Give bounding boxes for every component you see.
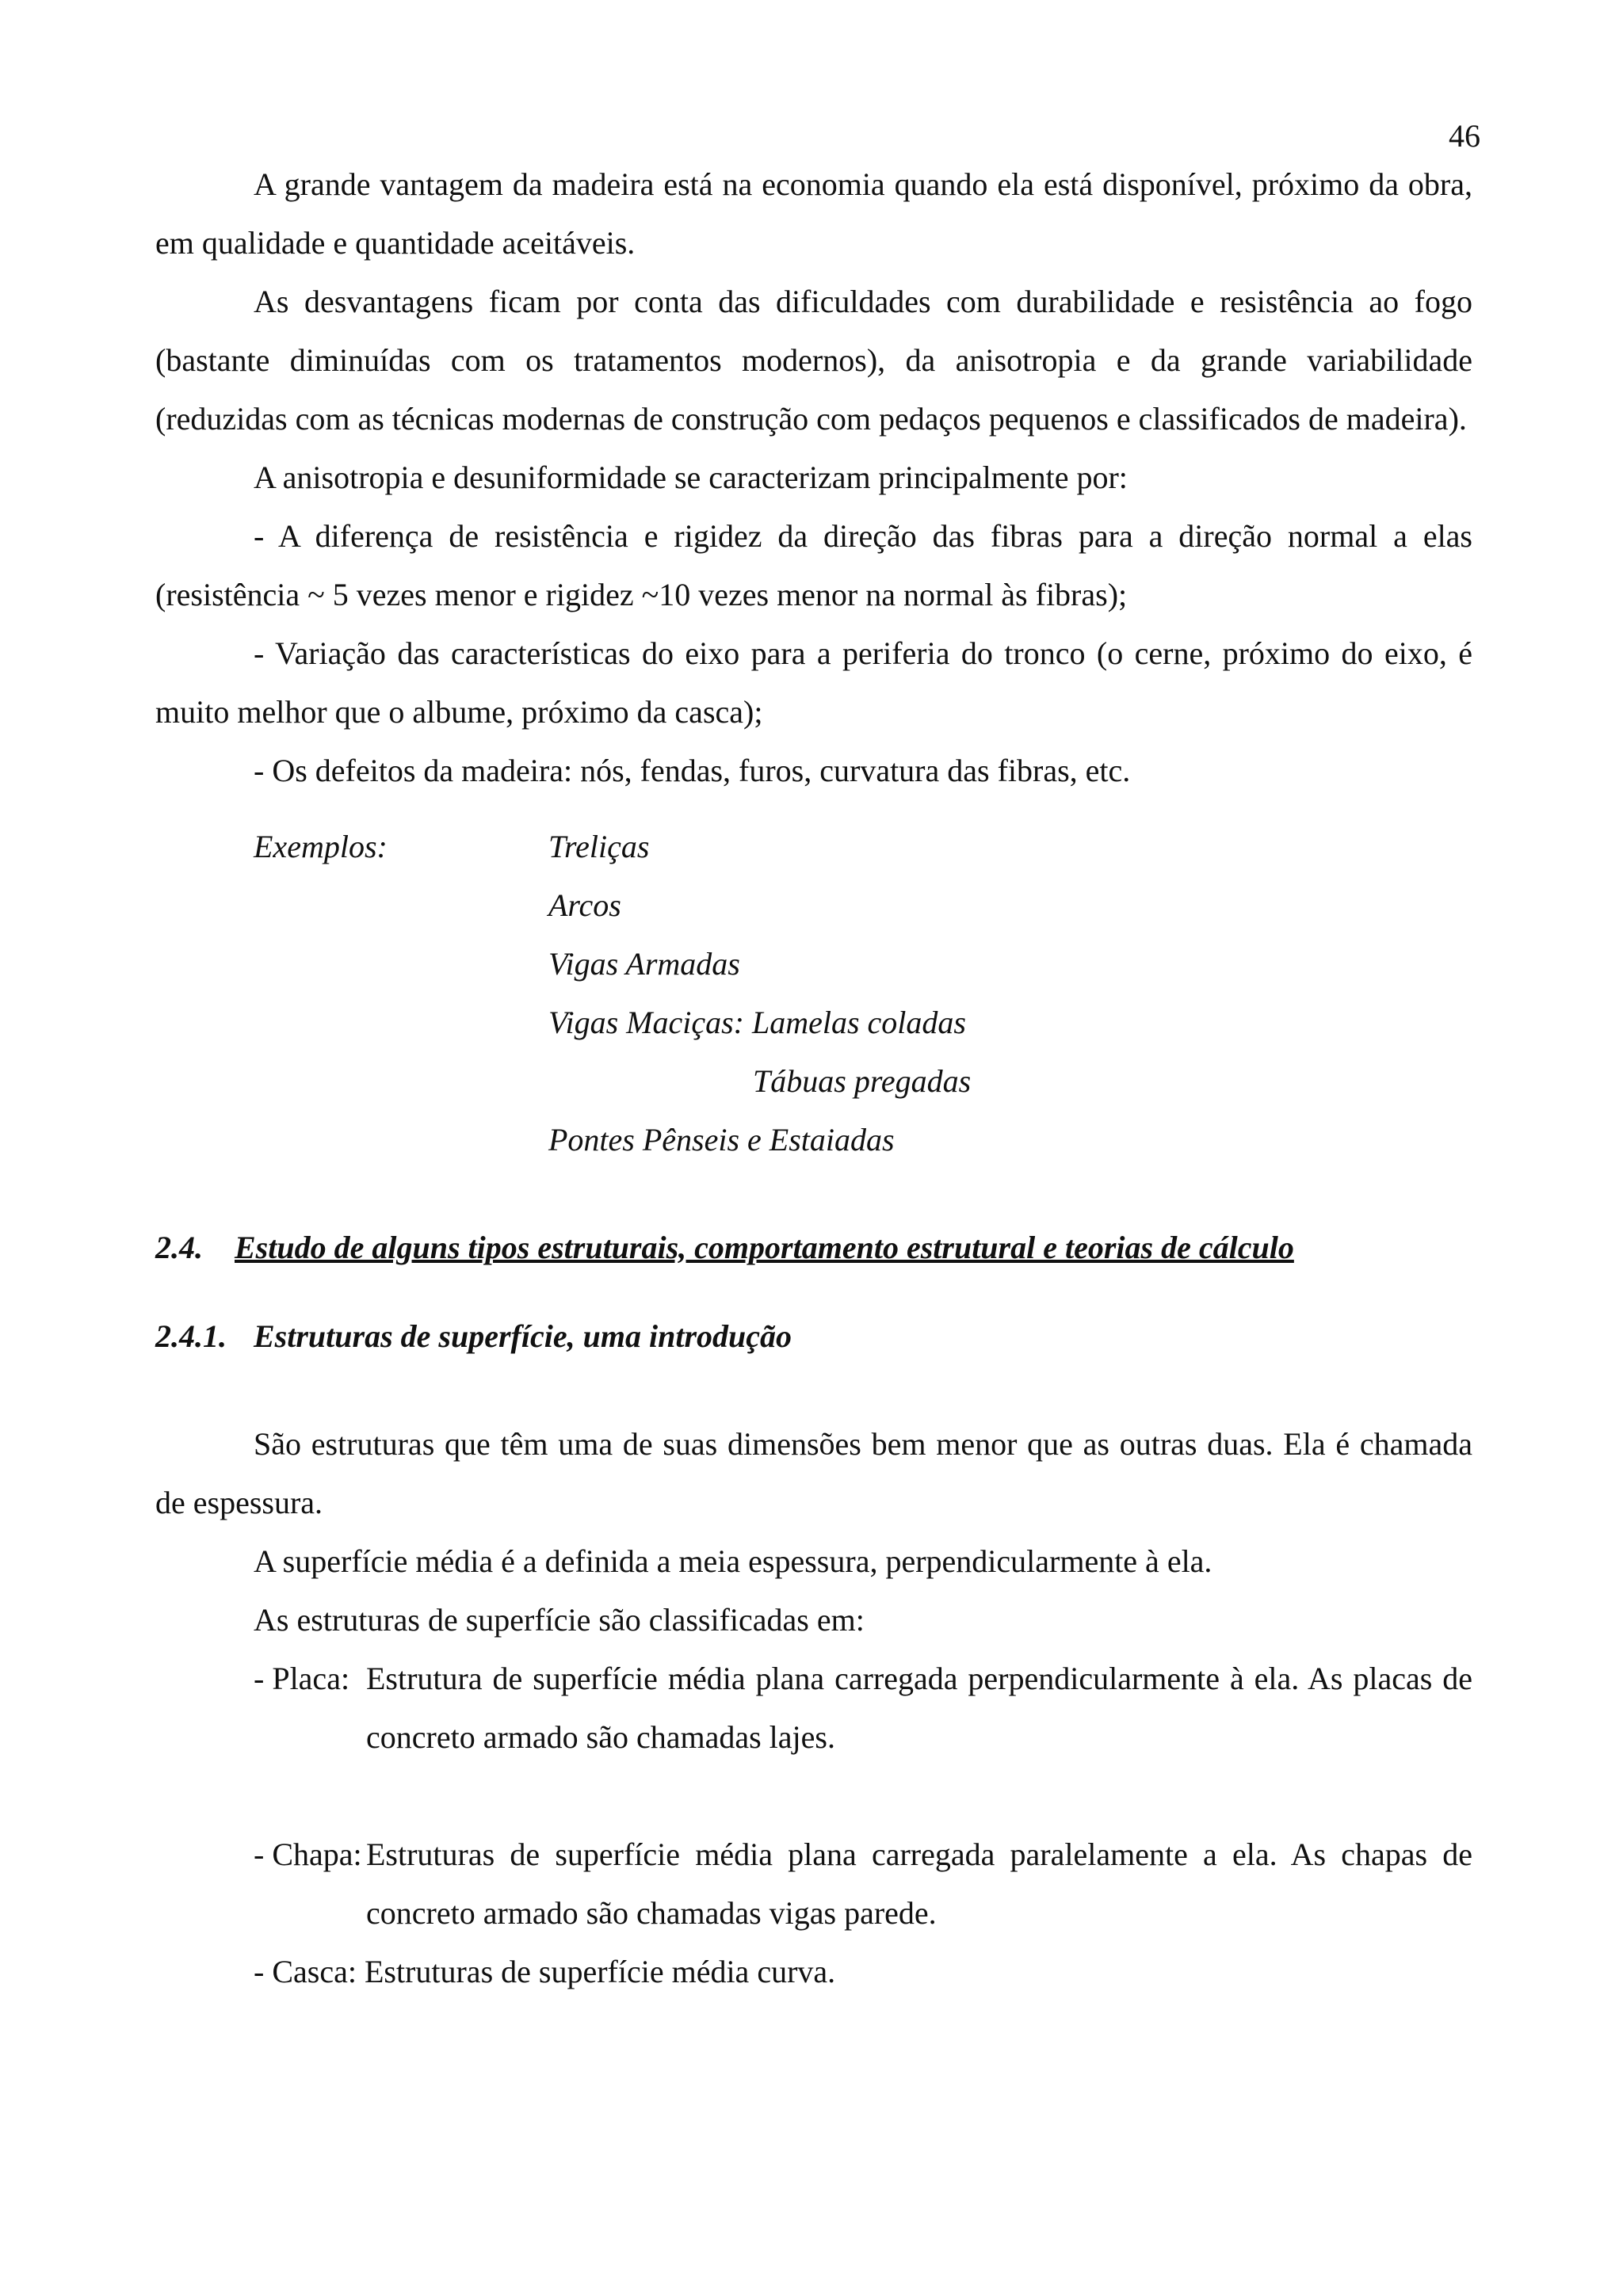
paragraph-wood-advantage: A grande vantagem da madeira está na economia quando ela está disponível, próximo da obra, em qualidade e quantidade aceitáveis.	[155, 166, 1472, 261]
definition-placa	[155, 1650, 1472, 1767]
example-item: Vigas Armadas	[548, 946, 740, 982]
examples-list	[155, 818, 1472, 1169]
definition-term: - Chapa:	[254, 1836, 362, 1872]
paragraph-wood-disadvantages: As desvantagens ficam por conta das dificuldades com durabilidade e resistência ao fogo (bastante diminuídas com os tratamentos modernos), da anisotropia e da grande variabilidade (reduzidas com as técnicas modernas de construção com pedaços pequenos e classificados de madeira).	[155, 284, 1472, 437]
definition-text: Estruturas de superfície média plana carregada paralelamente a ela. As chapas de concreto armado são chamadas vigas parede.	[366, 1836, 1472, 1931]
section-title: Estudo de alguns tipos estruturais, comportamento estrutural e teorias de cálculo	[235, 1230, 1294, 1265]
definition-chapa	[155, 1825, 1472, 1943]
example-item: Treliças	[548, 829, 650, 864]
page-body	[155, 155, 1472, 2001]
definition-term: - Placa:	[254, 1661, 350, 1696]
example-item: Pontes Pênseis e Estaiadas	[548, 1122, 895, 1158]
paragraph-surface-structures: São estruturas que têm uma de suas dimensões bem menor que as outras duas. Ela é chamada de espessura.	[155, 1426, 1472, 1520]
subsection-number: 2.4.1.	[155, 1318, 227, 1354]
paragraph-wood-defects: - Os defeitos da madeira: nós, fendas, furos, curvatura das fibras, etc.	[254, 753, 1131, 788]
page-number: 46	[1449, 118, 1480, 154]
paragraph-stiffness-difference: - A diferença de resistência e rigidez da direção das fibras para a direção normal a elas (resistência ~ 5 vezes menor e rigidez ~10 vezes menor na normal às fibras);	[155, 518, 1472, 612]
section-heading	[155, 1219, 1472, 1277]
example-item: Arcos	[548, 887, 621, 923]
paragraph-trunk-variation: - Variação das características do eixo para a periferia do tronco (o cerne, próximo do eixo, é muito melhor que o albume, próximo da casca);	[155, 635, 1472, 730]
subsection-title: Estruturas de superfície, uma introdução	[254, 1318, 792, 1354]
definition-text: Estrutura de superfície média plana carregada perpendicularmente à ela. As placas de concreto armado são chamadas lajes.	[366, 1661, 1472, 1755]
examples-items	[548, 818, 971, 1169]
example-sub-item: Tábuas pregadas	[753, 1063, 972, 1099]
section-number: 2.4.	[155, 1230, 203, 1265]
example-item: Vigas Maciças: Lamelas coladas	[548, 1005, 966, 1040]
paragraph-anisotropy-intro: A anisotropia e desuniformidade se caracterizam principalmente por:	[254, 460, 1128, 495]
definition-casca: - Casca: Estruturas de superfície média curva.	[254, 1954, 836, 1989]
examples-label: Exemplos:	[254, 829, 388, 864]
paragraph-classification: As estruturas de superfície são classificadas em:	[254, 1602, 865, 1638]
subsection-heading	[155, 1307, 1472, 1366]
paragraph-middle-surface: A superfície média é a definida a meia espessura, perpendicularmente à ela.	[254, 1543, 1212, 1579]
